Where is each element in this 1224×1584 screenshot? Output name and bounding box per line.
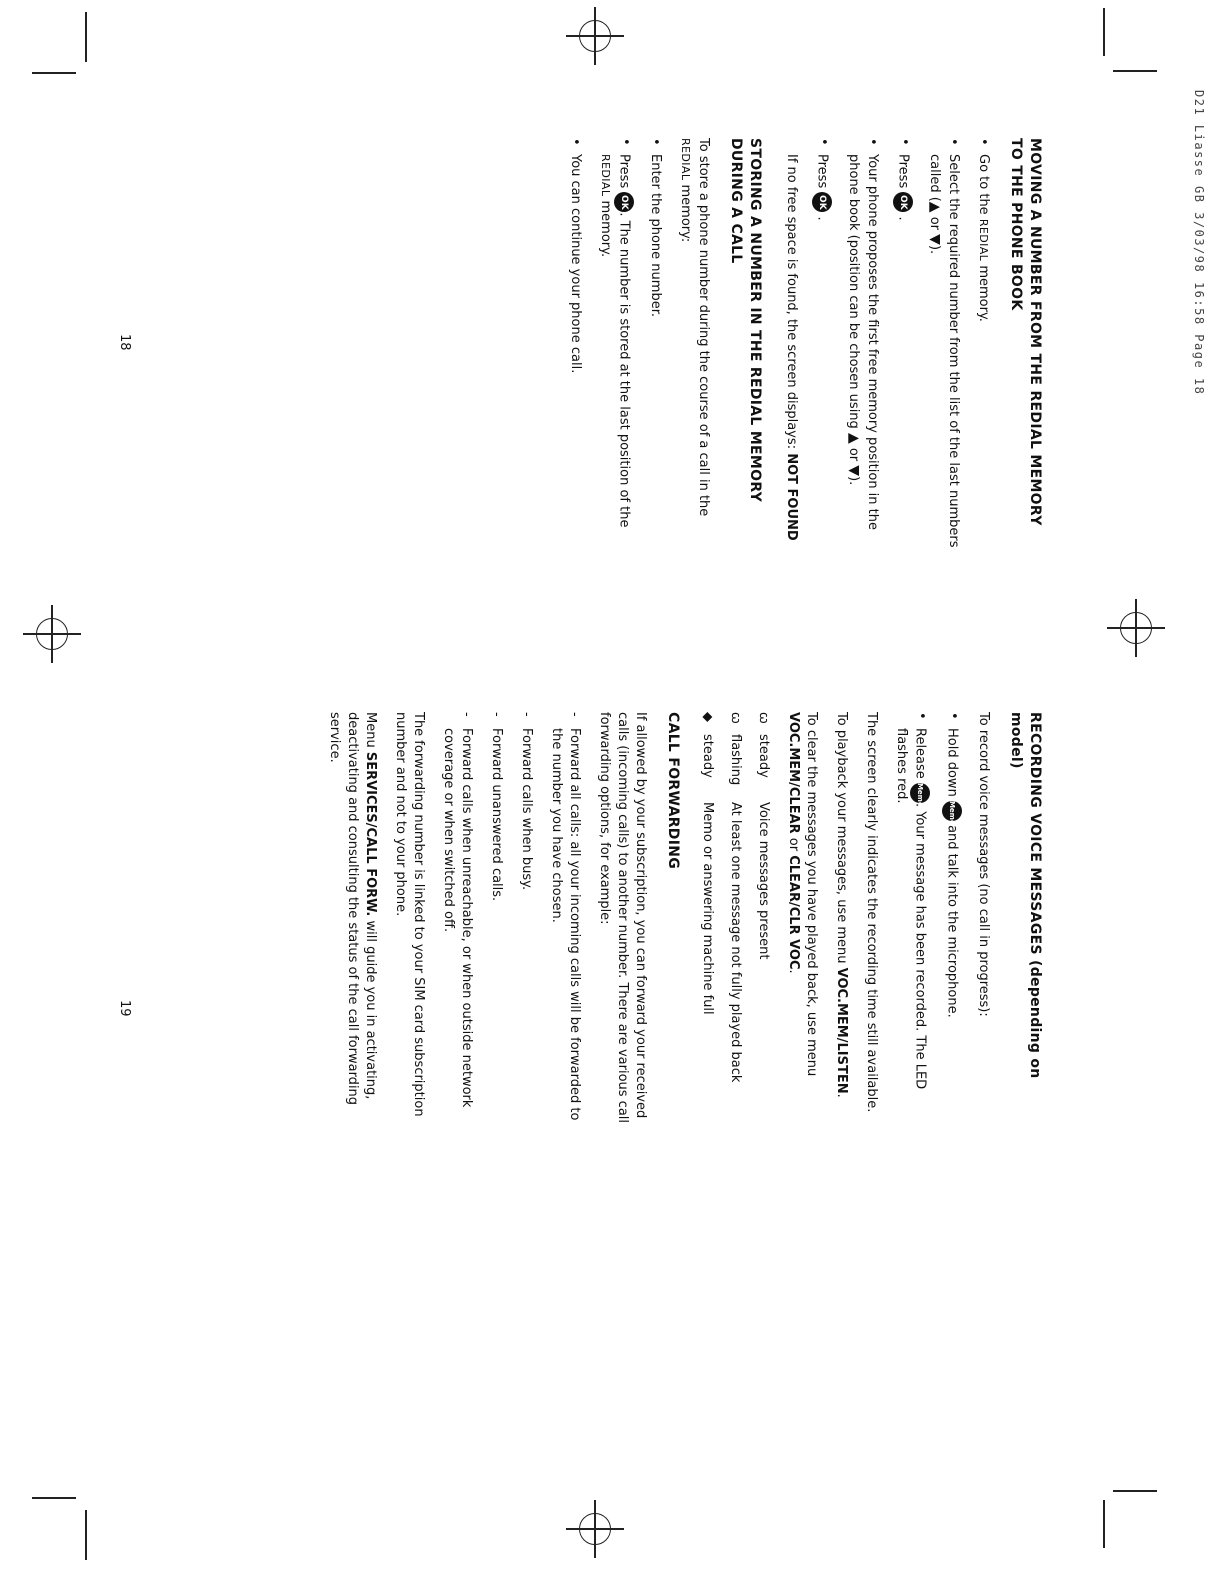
memo-key-icon: Memo bbox=[942, 801, 962, 821]
status-state: flashing bbox=[728, 734, 743, 786]
status-description: Voice messages present bbox=[756, 802, 771, 960]
paragraph: To store a phone number during the course of a call in the REDIAL memory: bbox=[678, 138, 711, 517]
list-item: • Press OK . bbox=[893, 138, 913, 548]
list-item: - Forward unanswered calls. bbox=[489, 712, 504, 902]
ok-key-icon: OK bbox=[812, 192, 832, 212]
section-title-moving: MOVING A NUMBER FROM THE REDIAL MEMORY TO THE PHONE BOOK bbox=[1008, 138, 1043, 526]
section-title-storing: STORING A NUMBER IN THE REDIAL MEMORY DURING A CALL bbox=[728, 138, 763, 503]
right-page bbox=[313, 712, 1044, 1132]
list-item: • You can continue your phone call. bbox=[568, 138, 583, 374]
paragraph: The forwarding number is linked to your SIM card subscription number and not to your phone. bbox=[393, 712, 426, 1117]
paragraph: The screen clearly indicates the recording time still available. bbox=[864, 712, 879, 1113]
print-header: D21 Liasse GB 3/03/98 16:58 Page 18 bbox=[1192, 90, 1206, 396]
list-item: • Go to the REDIAL memory. bbox=[976, 138, 991, 322]
status-state: steady bbox=[756, 734, 771, 778]
status-list bbox=[698, 712, 772, 1132]
paragraph: To playback your messages, use menu VOC.MEM/LISTEN. bbox=[834, 712, 849, 1098]
status-description: At least one message not fully played back bbox=[728, 802, 743, 1083]
paragraph: If allowed by your subscription, you can forward your received calls (incoming calls) to another number. There are various call forwarding options, for example: bbox=[597, 712, 648, 1124]
paragraph: To clear the messages you have played back, use menu VOC.MEM/CLEAR or CLEAR/CLR VOC. bbox=[786, 712, 819, 1077]
up-arrow-icon: ▲ bbox=[846, 432, 862, 444]
forwarding-list bbox=[439, 712, 583, 1132]
up-arrow-icon: ▲ bbox=[927, 201, 943, 213]
voicemail-icon: ◆ bbox=[700, 712, 715, 722]
status-state: steady bbox=[700, 734, 715, 778]
section-title-recording: RECORDING VOICE MESSAGES (depending on model) bbox=[1008, 712, 1043, 1079]
list-item: • Hold down Memo and talk into the microphone. bbox=[942, 712, 962, 1132]
ok-key-icon: OK bbox=[893, 192, 913, 212]
status-row bbox=[754, 712, 772, 1132]
status-description: Memo or answering machine full bbox=[700, 802, 715, 1015]
list-item: • Select the required number from the list of the last numbers called (▲ or ▼). bbox=[927, 138, 961, 548]
voicemail-icon: ꞷ bbox=[756, 712, 771, 724]
list-item: • Release Memo. Your message has been recorded. The LED flashes red. bbox=[894, 712, 929, 1090]
list-item: - Forward all calls: all your incoming calls will be forwarded to the number you have chosen. bbox=[549, 712, 582, 1121]
paragraph: Menu SERVICES/CALL FORW. will guide you in activating, deactivating and consulting the status of the call forwarding service. bbox=[327, 712, 378, 1106]
down-arrow-icon: ▼ bbox=[846, 465, 862, 477]
list-item: • Press OK. The number is stored at the last position of the REDIAL memory. bbox=[598, 138, 633, 528]
ok-key-icon: OK bbox=[614, 192, 634, 212]
list-item: - Forward calls when unreachable, or when outside network coverage or when switched off. bbox=[441, 712, 474, 1108]
voicemail-icon: ꞷ bbox=[728, 712, 743, 724]
memo-key-icon: Memo bbox=[910, 783, 930, 803]
list-item: • Enter the phone number. bbox=[648, 138, 663, 317]
left-page bbox=[554, 138, 1044, 548]
list-item: - Forward calls when busy. bbox=[519, 712, 534, 891]
section-title-forwarding: CALL FORWARDING bbox=[665, 712, 681, 870]
status-row bbox=[726, 712, 744, 1132]
note: If no free space is found, the screen displays: NOT FOUND bbox=[784, 154, 799, 541]
down-arrow-icon: ▼ bbox=[927, 234, 943, 245]
page-number-right: 19 bbox=[117, 1000, 132, 1017]
list-item: • Your phone proposes the first free memory position in the phone book (position can be chosen using ▲ or ▼). bbox=[846, 138, 880, 531]
list-item: • Press OK . bbox=[812, 138, 832, 548]
paragraph: To record voice messages (no call in progress): bbox=[976, 712, 991, 1017]
status-row bbox=[698, 712, 716, 1132]
page-number-left: 18 bbox=[117, 334, 132, 351]
